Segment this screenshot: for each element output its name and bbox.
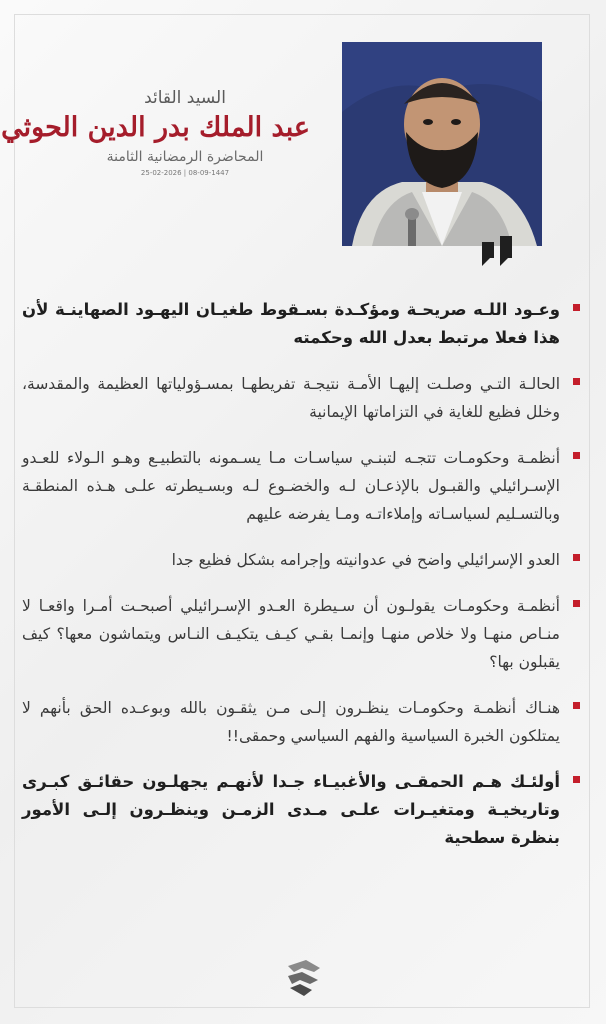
bullet-square-icon bbox=[573, 554, 580, 561]
bullet-square-icon bbox=[573, 600, 580, 607]
lecture-title: المحاضرة الرمضانية الثامنة bbox=[106, 149, 264, 165]
bullet-square-icon bbox=[573, 452, 580, 459]
quotes-list bbox=[22, 296, 582, 870]
quote-text: الحالـة التـي وصلـت إليهـا الأمـة نتيجـة تفريطهـا بمسـؤولياتها العظيمة والمقدسة، وخلل فظيع للغاية في التزاماتها الإيمانية bbox=[22, 375, 560, 421]
list-item bbox=[22, 546, 582, 574]
list-item bbox=[22, 296, 582, 352]
header-block bbox=[1, 88, 310, 177]
speaker-title: السيد القائد bbox=[144, 88, 226, 108]
quote-text: أولئـك هـم الحمقـى والأغبيـاء جـدا لأنهـم يجهلـون حقائـق كبـرى وتاريخيـة ومتغيـرات علـى مـدى الزمـن وينظـرون إلـى الأمور بنظرة سطحية bbox=[22, 772, 560, 847]
list-item bbox=[22, 592, 582, 676]
bullet-square-icon bbox=[573, 304, 580, 311]
list-item bbox=[22, 768, 582, 852]
bullet-square-icon bbox=[573, 702, 580, 709]
speaker-photo bbox=[342, 42, 542, 246]
quote-text: العدو الإسرائيلي واضح في عدوانيته وإجرامه بشكل فظيع جدا bbox=[171, 551, 560, 569]
list-item bbox=[22, 694, 582, 750]
quote-text: أنظمـة وحكومـات يقولـون أن سـيطرة العـدو الإسـرائيلي أصبحـت أمـرا واقعـا لا منـاص منهـا ولا خلاص منهـا وإنمـا بقـي كيـف يتكيـف النـاس ويتماشون معها؟ كيف يقبلون بها؟ bbox=[22, 597, 560, 671]
list-item bbox=[22, 370, 582, 426]
quote-text: هنـاك أنظمـة وحكومـات ينظـرون إلـى مـن يثقـون بالله وبوعـده الحق بأنهم لا يمتلكون الخبرة السياسية والفهم السياسي وحمقى!! bbox=[22, 699, 560, 745]
lecture-dates: 25-02-2026 | 08-09-1447 bbox=[140, 169, 230, 177]
list-item bbox=[22, 444, 582, 528]
quote-text: أنظمـة وحكومـات تتجـه لتبنـي سياسـات مـا يسـمونه بالتطبيـع وهـو الـولاء للعـدو الإسـرائيلي والقبـول بالإذعـان لـه والخضـوع لـه وبسـيطرته علـى هـذه المنطقـة وبالتسـليم لسياسـاته وإملاءاتـه ومـا يفرضه عليهم bbox=[22, 449, 560, 523]
channel-logo-icon bbox=[282, 958, 326, 998]
quote-text: وعـود اللـه صريحـة ومؤكـدة بسـقوط طغيـان اليهـود الصهاينـة لأن هذا فعلا مرتبط بعدل الله وحكمته bbox=[22, 300, 560, 347]
bullet-square-icon bbox=[573, 776, 580, 783]
quote-icon bbox=[478, 232, 518, 268]
speaker-name: عبد الملك بدر الدين الحوثي bbox=[1, 112, 310, 143]
bullet-square-icon bbox=[573, 378, 580, 385]
